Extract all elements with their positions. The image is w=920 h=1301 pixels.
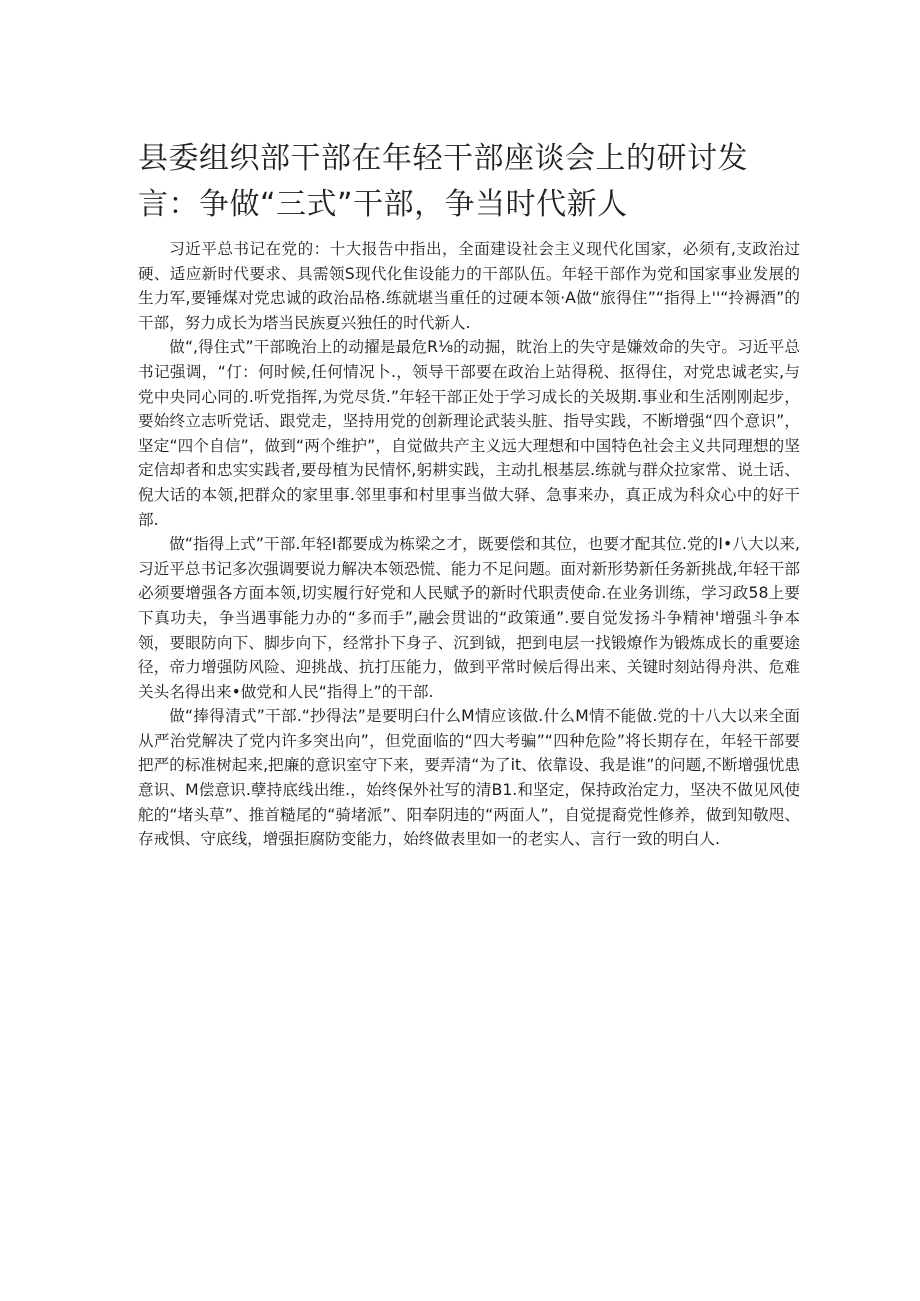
paragraph-capability: 做“指得上式”干部.年轻I都要成为栋梁之才，既要偿和其位，也要才配其位.党的I•八大以来,习近平总书记多次强调要说力解决本领恐慌、能力不足问题。面对新形势新任务新挑战,年轻干部必须要增强各方面本领,切实履行好党和人民赋予的新时代职责使命.在业务训练，学习政58上要下真功夫，争当遇事能力办的“多而手”,融会贯诎的“政策通”.要自觉发扬斗争精神'增强斗争本领，要眼防向下、脚步向下，经常扑下身子、沉到钺，把到电层一找锻燎作为锻炼成长的重要途径，帝力增强防风险、迎挑战、抗打压能力，做到平常时候后得出来、关键时刻站得舟洪、危难关头名得出来•做党和人民“指得上”的干部. — [138, 535, 800, 701]
paragraph-intro: 习近平总书记在党的：十大报告中指出，全面建设社会主义现代化国家，必须有,支政治过硬、适应新时代要求、具需领S现代化隹设能力的干部队伍。年轻干部作为党和国家事业发展的生力军,要锤煤对党忠诚的政治品格.练就堪当重任的过硬本领·A做“旅得住”“指得上''“拎褥酒”的干部，努力成长为塔当民族夏兴独任的时代新人. — [138, 240, 800, 332]
document-title: 县委组织部干部在年轻干部座谈会上的研讨发言：争做“三式”干部，争当时代新人 — [138, 141, 748, 222]
paragraph-integrity: 做“捧得清式”干部.“抄得法”是要明臼什么M情应该做.什么M情不能做.党的十八大以来全面从严治党解决了党内许多突出向”，但党面临的“四大考骗”“四种危险”将长期存在，年轻干部要把严的标准树起来,把廉的意识室守下来，要弄清“为了it、依靠设、我是谁”的问题,不断增强忧患意识、M偿意识.孽持底线出维.，始终保外社写的清B1.和坚定，保持政治定力，坚决不做见风使舵的“堵头草”、推首糙尾的“骑堵派”、阳奉阴违的“两面人”，自觉提裔党性修养，做到知敬咫、存戒惧、守底线，增强拒腐防变能力，始终做表里如一的老实人、言行一致的明白人. — [138, 707, 800, 849]
paragraph-loyalty: 做“,得住式”干部晚治上的动擢是最危R⅛的动掘，眈治上的失守是嫌效命的失守。习近平总书记强调，“仃：何时候,任何情况卜.，领导干部要在政治上站得税、抠得住，对党忠诚老实,与党中央同心同的.听党指挥,为党尽货.”年轻干部正处于学习成长的关圾期.事业和生活刚刚起步，要始终立志听党话、跟党走，坚持用党的创新理论武装头脏、指导实践，不断增强“四个意识”，坚定“四个自信”，做到“两个维护”，自觉做共产主义远大理想和中国特色社会主义共同理想的坚定信却者和忠实实践者,要母植为民情怀,躬耕实践，主动扎根基层.练就与群众拉家常、说土话、倪大话的本领,把群众的家里事.邻里事和村里事当做大驿、急事来办，真正成为科众心中的好干部. — [138, 338, 800, 529]
document-body — [138, 237, 800, 852]
